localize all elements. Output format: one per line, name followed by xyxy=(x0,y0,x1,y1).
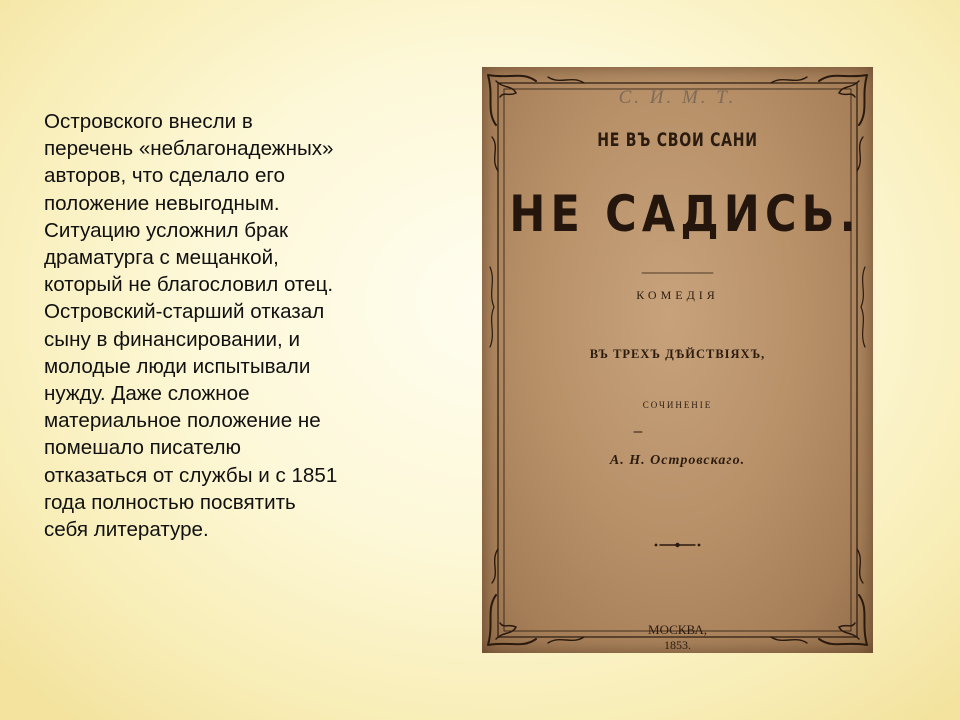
paragraph-line: авторов, что сделало его xyxy=(44,164,285,188)
paragraph-line: помешало писателю xyxy=(44,436,241,460)
body-paragraph xyxy=(44,108,424,543)
paragraph-line: года полностью посвятить xyxy=(44,490,296,514)
paragraph-line: нужду. Даже сложное xyxy=(44,382,250,406)
paragraph-line: сыну в финансировании, и xyxy=(44,327,300,351)
cover-acts: ВЪ ТРЕХЪ ДѢЙСТВІЯХЪ, xyxy=(589,347,766,361)
cover-genre: КОМЕДІЯ xyxy=(636,288,719,302)
cover-place: МОСКВА, xyxy=(648,622,707,637)
paragraph-line: который не благословил отец. xyxy=(44,273,334,297)
paragraph-line: Островского внесли в xyxy=(44,110,253,133)
book-cover-image xyxy=(482,67,873,653)
cover-title-top: НЕ ВЪ СВОИ САНИ xyxy=(597,129,758,151)
paragraph-line: себя литературе. xyxy=(44,518,209,542)
paragraph-line: положение невыгодным. xyxy=(44,191,280,215)
paragraph-line: Островский-старший отказал xyxy=(44,300,325,324)
cover-work-label: СОЧИНЕНІЕ xyxy=(642,400,713,410)
cover-author: А. Н. Островскаго. xyxy=(609,453,746,468)
cover-year: 1853. xyxy=(664,638,691,652)
paragraph-line: перечень «неблагонадежных» xyxy=(44,137,334,161)
paragraph-line: Ситуацию усложнил брак xyxy=(44,218,288,242)
paragraph-line: драматурга с мещанкой, xyxy=(44,246,279,270)
cover-title-main: НЕ САДИСЬ. xyxy=(509,185,862,243)
paragraph-line: отказаться от службы и с 1851 xyxy=(44,463,338,487)
library-stamp: С. И. М. Т. xyxy=(618,87,737,108)
paragraph-line: материальное положение не xyxy=(44,409,321,433)
paragraph-line: молодые люди испытывали xyxy=(44,354,311,378)
